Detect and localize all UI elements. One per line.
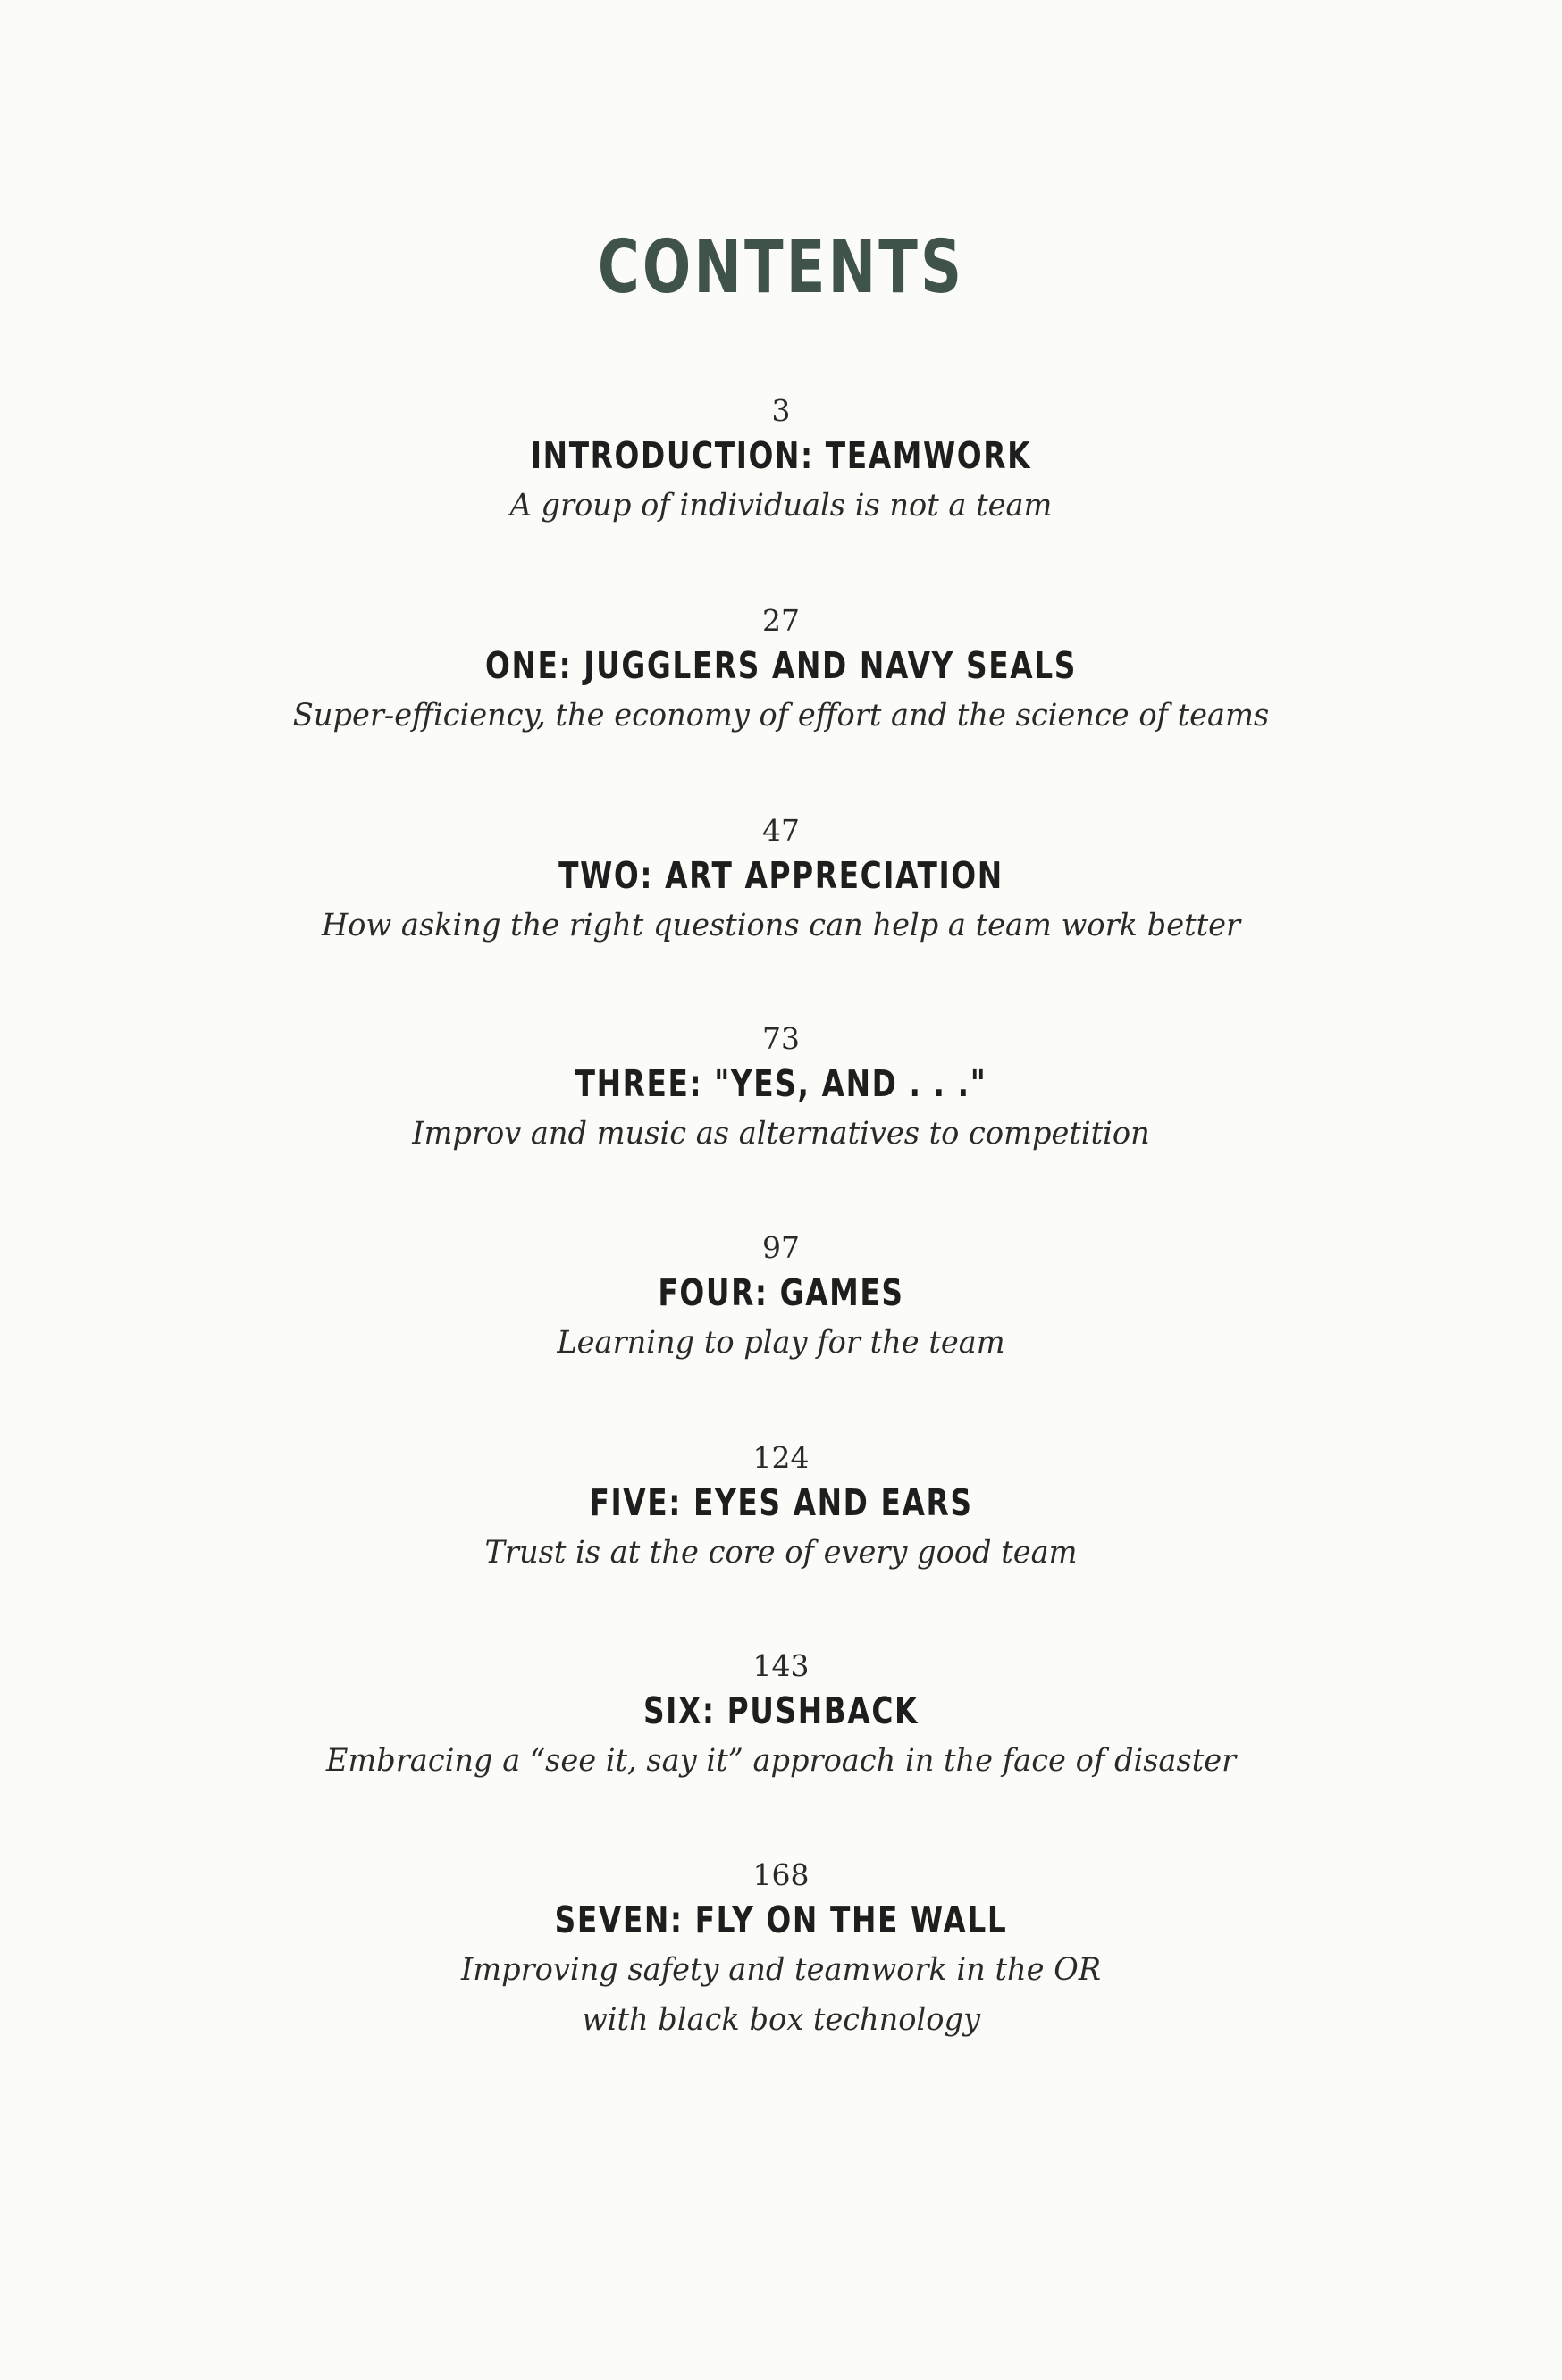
subtitle-line: Embracing a “see it, say it” approach in the face of disaster [325, 1743, 1237, 1779]
toc-page-number: 124 [752, 1440, 810, 1475]
toc-entry [0, 1019, 1562, 1159]
toc-chapter-heading: SEVEN: FLY ON THE WALL [554, 1898, 1008, 1941]
toc-chapter-subtitle [31, 1945, 1531, 2045]
toc-chapter-subtitle [31, 1736, 1531, 1786]
toc-entry [0, 601, 1562, 741]
page-title: CONTENTS [597, 225, 965, 310]
subtitle-line: Improv and music as alternatives to competition [412, 1116, 1150, 1152]
toc-chapter-subtitle [31, 481, 1531, 531]
toc-entry [0, 1228, 1562, 1368]
subtitle-line: How asking the right questions can help a team work better [321, 908, 1241, 943]
subtitle-line: Trust is at the core of every good team [484, 1535, 1078, 1571]
toc-chapter-heading: FIVE: EYES AND EARS [589, 1481, 973, 1524]
toc-page-number: 143 [752, 1648, 810, 1683]
toc-entry [0, 391, 1562, 531]
toc-chapter-subtitle [31, 1318, 1531, 1368]
toc-chapter-heading: ONE: JUGGLERS AND NAVY SEALS [485, 644, 1077, 687]
toc-chapter-heading: INTRODUCTION: TEAMWORK [530, 434, 1032, 477]
subtitle-line: Learning to play for the team [557, 1325, 1005, 1361]
toc-page-number: 73 [762, 1021, 800, 1056]
toc-chapter-heading: FOUR: GAMES [658, 1271, 904, 1314]
toc-page-number: 47 [762, 813, 800, 848]
subtitle-line: Super-efficiency, the economy of effort and the science of teams [292, 698, 1270, 733]
subtitle-line: with black box technology [581, 2002, 981, 2038]
toc-chapter-subtitle [31, 1109, 1531, 1159]
toc-chapter-heading: SIX: PUSHBACK [642, 1689, 920, 1732]
toc-page-number: 168 [752, 1857, 810, 1892]
subtitle-line: Improving safety and teamwork in the OR [460, 1952, 1102, 1988]
toc-entry [0, 811, 1562, 951]
subtitle-line: A group of individuals is not a team [509, 488, 1053, 524]
toc-chapter-heading: TWO: ART APPRECIATION [558, 854, 1004, 897]
toc-entry [0, 1856, 1562, 2045]
toc-chapter-subtitle [31, 691, 1531, 741]
toc-chapter-heading: THREE: "YES, AND . . ." [575, 1062, 987, 1105]
toc-chapter-subtitle [31, 1528, 1531, 1578]
toc-chapter-subtitle [31, 901, 1531, 951]
toc-page-number: 3 [771, 393, 791, 428]
toc-page-number: 27 [762, 603, 800, 638]
toc-entry [0, 1647, 1562, 1786]
toc-page-number: 97 [762, 1230, 800, 1265]
toc-entry [0, 1438, 1562, 1578]
